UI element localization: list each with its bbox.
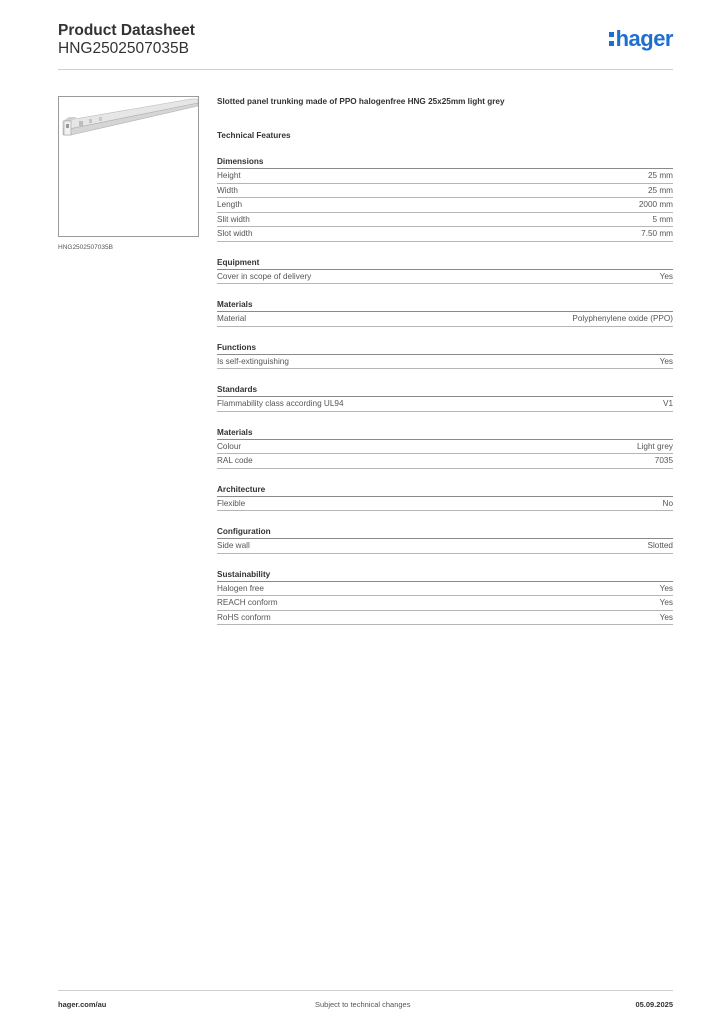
spec-label: Width <box>217 185 238 195</box>
spec-row <box>217 355 673 370</box>
spec-row <box>217 582 673 597</box>
spec-row <box>217 539 673 554</box>
spec-value: 25 mm <box>647 185 673 195</box>
feature-group <box>217 526 673 554</box>
spec-label: Halogen free <box>217 583 264 593</box>
feature-group <box>217 156 673 242</box>
feature-groups <box>217 156 673 625</box>
spec-label: Slot width <box>217 229 253 238</box>
spec-label: REACH conform <box>217 598 278 607</box>
spec-value: 7035 <box>654 456 673 465</box>
group-title: Materials <box>217 427 253 437</box>
group-title: Configuration <box>217 527 271 536</box>
logo-colon-icon <box>609 32 615 46</box>
specification-content <box>217 96 673 625</box>
spec-row <box>217 497 673 512</box>
group-title: Functions <box>217 342 257 352</box>
spec-value: 25 mm <box>647 171 673 180</box>
group-title: Equipment <box>217 257 260 267</box>
spec-table <box>217 439 673 469</box>
feature-group <box>217 257 673 285</box>
spec-row <box>217 184 673 199</box>
feature-group <box>217 299 673 327</box>
page-footer <box>58 990 673 1009</box>
spec-row <box>217 270 673 285</box>
spec-row <box>217 169 673 184</box>
product-code: HNG2502507035B <box>58 40 189 57</box>
logo-text: hager <box>615 26 673 51</box>
spec-row <box>217 213 673 228</box>
spec-value: 5 mm <box>652 214 673 224</box>
spec-table <box>217 311 673 327</box>
product-title: Slotted panel trunking made of PPO halogenfree HNG 25x25mm light grey <box>217 97 505 106</box>
group-title: Architecture <box>217 484 266 494</box>
spec-row <box>217 397 673 412</box>
spec-label: RAL code <box>217 456 253 465</box>
group-title: Materials <box>217 300 253 309</box>
spec-table <box>217 538 673 554</box>
feature-group <box>217 427 673 469</box>
spec-row <box>217 596 673 611</box>
spec-label: Colour <box>217 441 242 451</box>
spec-label: Is self-extinguishing <box>217 356 289 366</box>
feature-group <box>217 342 673 370</box>
spec-row <box>217 440 673 455</box>
document-title: Product Datasheet <box>58 22 195 39</box>
spec-label: Flexible <box>217 498 246 508</box>
trunking-illustration <box>59 97 199 237</box>
group-title: Sustainability <box>217 569 271 579</box>
spec-table <box>217 581 673 626</box>
group-title: Standards <box>217 385 258 394</box>
spec-value: 2000 mm <box>638 200 673 209</box>
spec-label: Height <box>217 171 241 180</box>
spec-value: Yes <box>659 271 673 281</box>
spec-value: Yes <box>659 612 673 622</box>
spec-label: Side wall <box>217 541 250 550</box>
spec-row <box>217 198 673 213</box>
footer-date: 05.09.2025 <box>635 1000 673 1009</box>
feature-group <box>217 384 673 412</box>
image-caption: HNG2502507035B <box>58 244 113 251</box>
product-image <box>58 96 199 237</box>
spec-value: V1 <box>662 399 673 408</box>
spec-row <box>217 312 673 327</box>
feature-group <box>217 484 673 512</box>
spec-label: Slit width <box>217 214 250 224</box>
spec-value: Yes <box>659 583 673 593</box>
spec-table <box>217 168 673 242</box>
spec-label: RoHS conform <box>217 612 271 622</box>
spec-value: Light grey <box>637 441 673 451</box>
spec-value: No <box>662 498 673 508</box>
spec-table <box>217 496 673 512</box>
spec-row <box>217 227 673 242</box>
spec-value: Slotted <box>647 541 673 550</box>
page-header <box>58 22 673 70</box>
spec-row <box>217 454 673 469</box>
spec-table <box>217 354 673 370</box>
footer-disclaimer: Subject to technical changes <box>315 1000 411 1009</box>
technical-features-heading: Technical Features <box>217 131 291 140</box>
group-title: Dimensions <box>217 157 264 166</box>
spec-table <box>217 396 673 412</box>
spec-value: 7.50 mm <box>641 229 673 238</box>
spec-table <box>217 269 673 285</box>
spec-label: Flammability class according UL94 <box>217 399 344 408</box>
spec-label: Cover in scope of delivery <box>217 271 312 281</box>
feature-group <box>217 569 673 626</box>
spec-value: Yes <box>659 598 673 607</box>
spec-value: Yes <box>659 356 673 366</box>
hager-logo[interactable] <box>609 28 673 50</box>
footer-website[interactable]: hager.com/au <box>58 1000 107 1009</box>
spec-label: Material <box>217 314 247 323</box>
spec-label: Length <box>217 200 243 209</box>
spec-value: Polyphenylene oxide (PPO) <box>572 314 673 323</box>
spec-row <box>217 611 673 626</box>
